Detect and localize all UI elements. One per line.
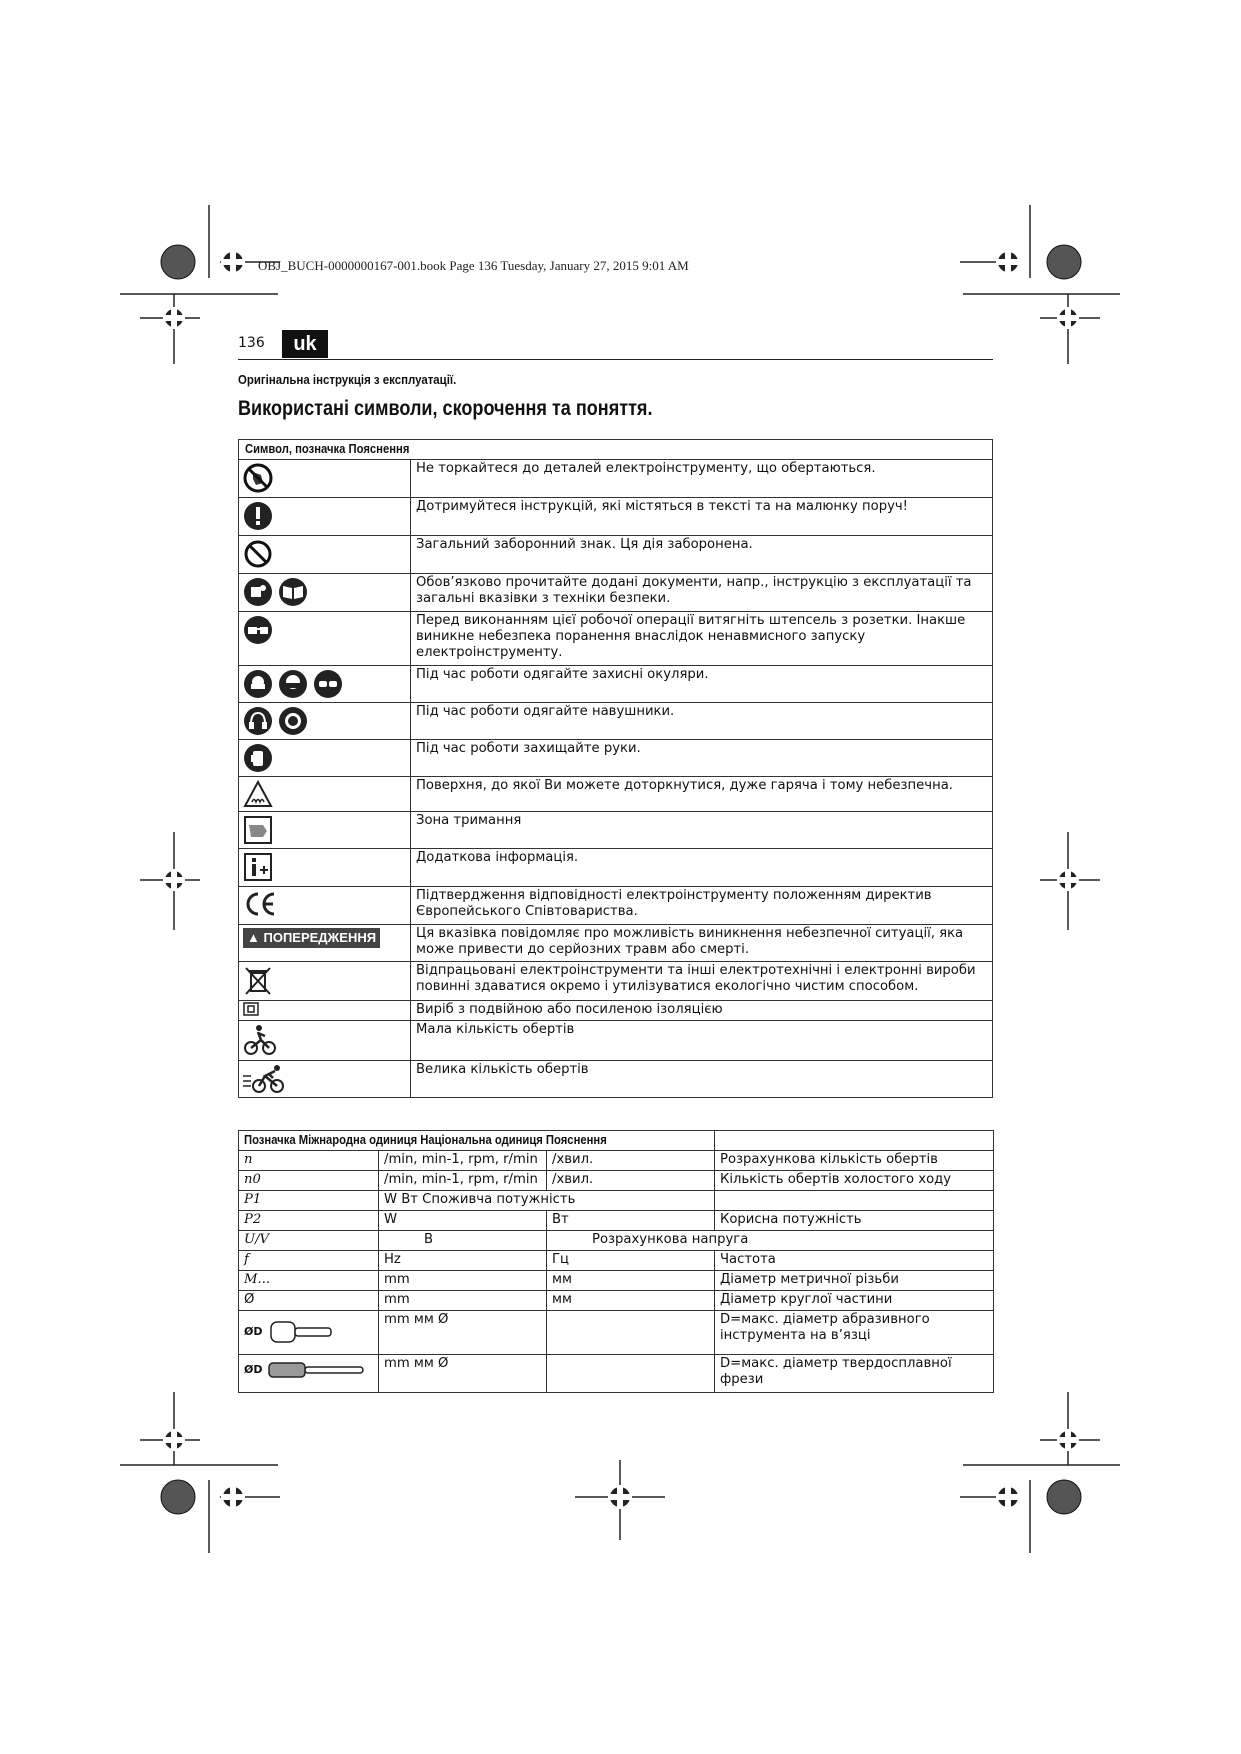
grip-area-icon xyxy=(243,815,273,845)
table-row xyxy=(239,962,993,1001)
exclamation-mandatory-icon xyxy=(243,501,273,531)
table-row xyxy=(239,1061,993,1098)
table-row xyxy=(239,1311,994,1355)
table-row xyxy=(239,612,993,666)
intl-unit-cell: mm xyxy=(379,1291,547,1311)
symbol-cell: f xyxy=(239,1251,379,1271)
header-rule xyxy=(238,359,993,360)
symbol-cell: U/V xyxy=(239,1231,379,1251)
intl-unit-cell: W xyxy=(379,1211,547,1231)
intl-unit-cell: W Вт Споживча потужність xyxy=(379,1191,715,1211)
symbol-cell xyxy=(239,498,411,536)
explanation-cell: Під час роботи одягайте навушники. xyxy=(411,703,993,740)
mounted-point-icon xyxy=(267,1317,337,1347)
table-row xyxy=(239,812,993,849)
table-row xyxy=(239,1191,994,1211)
national-unit-cell: /хвил. xyxy=(547,1171,715,1191)
symbol-cell xyxy=(239,812,411,849)
explanation-cell: Велика кількість обертів xyxy=(411,1061,993,1098)
explanation-cell: Загальний заборонний знак. Ця дія заборонена. xyxy=(411,536,993,574)
symbols-table xyxy=(238,439,993,1098)
table-header-cell xyxy=(239,440,993,460)
table-row xyxy=(239,703,993,740)
table-row xyxy=(239,1021,993,1061)
symbol-cell xyxy=(239,925,411,962)
explanation-cell xyxy=(715,1191,994,1211)
table-row xyxy=(239,1151,994,1171)
explanation-cell: Діаметр метричної різьби xyxy=(715,1271,994,1291)
national-unit-cell xyxy=(547,1355,715,1393)
explanation-cell: Не торкайтеся до деталей електроінструменту, що обертаються. xyxy=(411,460,993,498)
table-row xyxy=(239,1291,994,1311)
symbol-cell: P2 xyxy=(239,1211,379,1231)
symbol-cell xyxy=(239,849,411,887)
symbol-cell: P1 xyxy=(239,1191,379,1211)
table-row xyxy=(239,925,993,962)
symbol-cell xyxy=(239,777,411,812)
language-badge: uk xyxy=(282,330,328,358)
unplug-icon xyxy=(243,615,273,645)
national-unit-cell: Вт xyxy=(547,1211,715,1231)
symbol-cell xyxy=(239,460,411,498)
explanation-cell: Поверхня, до якої Ви можете доторкнутися, дуже гаряча і тому небезпечна. xyxy=(411,777,993,812)
symbol-cell xyxy=(239,703,411,740)
table-row xyxy=(239,1001,993,1021)
page-title: Використані символи, скорочення та поняття. xyxy=(238,397,653,420)
explanation-cell: Відпрацьовані електроінструменти та інші електротехнічні і електронні вироби повинні здаватися окремо і утилізуватися екологічно чистим способом. xyxy=(411,962,993,1001)
symbol-cell xyxy=(239,740,411,777)
explanation-cell: Під час роботи захищайте руки. xyxy=(411,740,993,777)
symbol-cell xyxy=(239,1021,411,1061)
warning-label-icon: ▲ ПОПЕРЕДЖЕННЯ xyxy=(243,928,380,948)
explanation-cell: Підтвердження відповідності електроінструменту положенням директив Європейського Співтовариства. xyxy=(411,887,993,925)
table-row xyxy=(239,1211,994,1231)
symbol-cell xyxy=(239,1311,379,1355)
symbol-cell: Ø xyxy=(239,1291,379,1311)
symbol-cell xyxy=(239,962,411,1001)
explanation-cell: Діаметр круглої частини xyxy=(715,1291,994,1311)
table-header-text: Позначка Міжнародна одиниця Національна одиниця Пояснення xyxy=(244,1133,607,1147)
table-header-row xyxy=(239,1131,994,1151)
symbol-cell xyxy=(239,574,411,612)
table-header-cell xyxy=(715,1131,994,1151)
table-row xyxy=(239,1231,994,1251)
explanation-cell: Виріб з подвійною або посиленою ізоляцією xyxy=(411,1001,993,1021)
read-manual-icon xyxy=(243,577,309,607)
weee-bin-icon xyxy=(243,965,273,997)
table-row xyxy=(239,1171,994,1191)
carbide-burr-icon xyxy=(267,1359,367,1381)
book-file-line: OBJ_BUCH-0000000167-001.book Page 136 Tuesday, January 27, 2015 9:01 AM xyxy=(258,258,689,273)
warning-label-text: ПОПЕРЕДЖЕННЯ xyxy=(263,930,377,945)
explanation-cell: D=макс. діаметр абразивного інструмента на в’язці xyxy=(715,1311,994,1355)
do-not-touch-rotating-icon xyxy=(243,463,273,493)
national-unit-cell: /хвил. xyxy=(547,1151,715,1171)
symbol-cell xyxy=(239,1061,411,1098)
national-unit-cell: мм xyxy=(547,1291,715,1311)
intl-unit-cell: В xyxy=(379,1231,547,1251)
intl-unit-cell: /min, min-1, rpm, r/min xyxy=(379,1151,547,1171)
safety-goggles-icon xyxy=(243,669,343,699)
explanation-cell: Розрахункова кількість обертів xyxy=(715,1151,994,1171)
units-table xyxy=(238,1130,994,1393)
symbol-cell xyxy=(239,536,411,574)
explanation-cell: Обов’язково прочитайте додані документи, напр., інструкцію з експлуатації та загальні вказівки з техніки безпеки. xyxy=(411,574,993,612)
table-row xyxy=(239,498,993,536)
national-unit-cell xyxy=(547,1311,715,1355)
double-insulation-icon xyxy=(243,1002,259,1016)
symbol-cell: n0 xyxy=(239,1171,379,1191)
explanation-cell: Під час роботи одягайте захисні окуляри. xyxy=(411,666,993,703)
intl-unit-cell: mm мм Ø xyxy=(379,1311,547,1355)
explanation-cell: Корисна потужність xyxy=(715,1211,994,1231)
table-row xyxy=(239,887,993,925)
symbol-cell xyxy=(239,1355,379,1393)
symbol-cell: n xyxy=(239,1151,379,1171)
symbol-cell xyxy=(239,1001,411,1021)
hot-surface-icon xyxy=(243,780,273,808)
explanation-cell: Мала кількість обертів xyxy=(411,1021,993,1061)
ear-protection-icon xyxy=(243,706,309,736)
explanation-cell: D=макс. діаметр твердосплавної фрези xyxy=(715,1355,994,1393)
explanation-cell: Зона тримання xyxy=(411,812,993,849)
explanation-cell: Розрахункова напруга xyxy=(547,1231,994,1251)
intl-unit-cell: /min, min-1, rpm, r/min xyxy=(379,1171,547,1191)
explanation-cell: Додаткова інформація. xyxy=(411,849,993,887)
table-row xyxy=(239,536,993,574)
explanation-cell: Ця вказівка повідомляє про можливість виникнення небезпечної ситуації, яка може привести до серйозних травм або смерті. xyxy=(411,925,993,962)
slow-cyclist-icon xyxy=(243,1024,279,1056)
table-row xyxy=(239,1355,994,1393)
table-row xyxy=(239,849,993,887)
symbol-cell: M... xyxy=(239,1271,379,1291)
prohibition-sign-icon xyxy=(243,539,273,569)
intl-unit-cell: mm xyxy=(379,1271,547,1291)
table-row xyxy=(239,666,993,703)
explanation-cell: Кількість обертів холостого ходу xyxy=(715,1171,994,1191)
ce-mark-icon xyxy=(243,890,277,918)
fast-cyclist-icon xyxy=(243,1064,287,1094)
national-unit-cell: Гц xyxy=(547,1251,715,1271)
table-header-text: Символ, позначка Пояснення xyxy=(245,442,410,456)
hand-protection-icon xyxy=(243,743,273,773)
symbol-label: ØD xyxy=(244,1325,263,1338)
symbol-cell xyxy=(239,666,411,703)
document-subtitle: Оригінальна інструкція з експлуатації. xyxy=(238,372,457,387)
info-icon xyxy=(243,852,273,882)
national-unit-cell: мм xyxy=(547,1271,715,1291)
page-number: 136 xyxy=(238,335,265,351)
table-header-cell xyxy=(239,1131,715,1151)
table-row xyxy=(239,460,993,498)
explanation-cell: Дотримуйтеся інструкцій, які містяться в тексті та на малюнку поруч! xyxy=(411,498,993,536)
symbol-cell xyxy=(239,612,411,666)
table-row xyxy=(239,1271,994,1291)
table-row xyxy=(239,574,993,612)
symbol-cell xyxy=(239,887,411,925)
explanation-cell: Перед виконанням цієї робочої операції витягніть штепсель з розетки. Інакше виникне небезпека поранення внаслідок ненавмисного запуску електроінструменту. xyxy=(411,612,993,666)
table-header-row xyxy=(239,440,993,460)
table-row xyxy=(239,777,993,812)
intl-unit-cell: mm мм Ø xyxy=(379,1355,547,1393)
table-row xyxy=(239,740,993,777)
symbol-label: ØD xyxy=(244,1363,263,1376)
intl-unit-cell: Hz xyxy=(379,1251,547,1271)
table-row xyxy=(239,1251,994,1271)
explanation-cell: Частота xyxy=(715,1251,994,1271)
